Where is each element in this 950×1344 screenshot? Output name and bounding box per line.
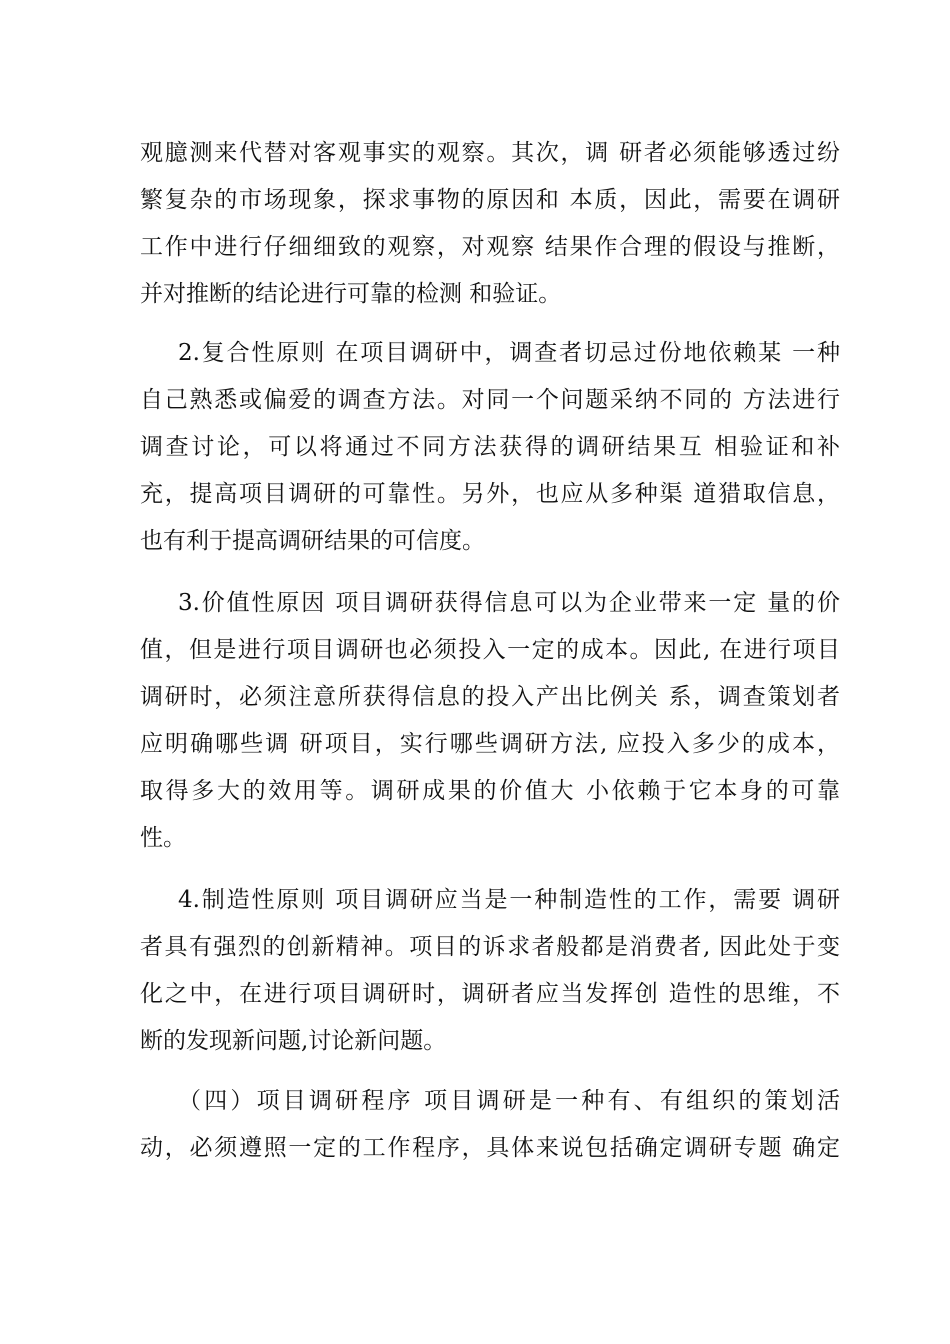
text-line: 化之中，在进行项目调研时，调研者应当发挥创 造性的思维，不 (140, 981, 840, 1007)
text-line: 者具有强烈的创新精神。项目的诉求者般都是消费者, 因此处于变 (140, 934, 840, 960)
text-line: 应明确哪些调 研项目，实行哪些调研方法, 应投入多少的成本， (140, 731, 840, 757)
paragraph-value-principle (140, 580, 840, 862)
text-line: 充，提高项目调研的可靠性。另外，也应从多种渠 道猎取信息， (140, 481, 840, 507)
text-line: 4.制造性原则 项目调研应当是一种制造性的工作，需要 调研 (178, 887, 840, 913)
text-line: 断的发现新问题,讨论新问题。 (140, 1028, 447, 1054)
paragraph-observation (140, 130, 840, 318)
text-line: 值，但是进行项目调研也必须投入一定的成本。因此, 在进行项目 (140, 637, 840, 663)
paragraph-creative-principle (140, 877, 840, 1065)
text-line: 2.复合性原则 在项目调研中，调查者切忌过份地依赖某 一种 (178, 340, 840, 366)
text-line: 繁复杂的市场现象，探求事物的原因和 本质，因此，需要在调研 (140, 187, 840, 213)
text-line: 自己熟悉或偏爱的调查方法。对同一个问题采纳不同的 方法进行 (140, 387, 840, 413)
text-line: 也有利于提高调研结果的可信度。 (140, 528, 485, 554)
text-line: 调查讨论，可以将通过不同方法获得的调研结果互 相验证和补 (140, 434, 840, 460)
text-line: 3.价值性原因 项目调研获得信息可以为企业带来一定 量的价 (178, 590, 840, 616)
text-line: 调研时，必须注意所获得信息的投入产出比例关 系，调查策划者 (140, 684, 840, 710)
text-line: 并对推断的结论进行可靠的检测 和验证。 (140, 281, 562, 307)
text-line: 性。 (140, 825, 186, 851)
text-line: 动，必须遵照一定的工作程序，具体来说包括确定调研专题 确定 (140, 1135, 840, 1161)
text-line: 工作中进行仔细细致的观察，对观察 结果作合理的假设与推断， (140, 234, 840, 260)
paragraph-composite-principle (140, 330, 840, 565)
paragraph-research-procedure (140, 1078, 840, 1172)
text-line: 观臆测来代替对客观事实的观察。其次，调 研者必须能够透过纷 (140, 140, 840, 166)
text-line: （四）项目调研程序 项目调研是一种有、有组织的策划活 (178, 1088, 840, 1114)
text-line: 取得多大的效用等。调研成果的价值大 小依赖于它本身的可靠 (140, 778, 840, 804)
